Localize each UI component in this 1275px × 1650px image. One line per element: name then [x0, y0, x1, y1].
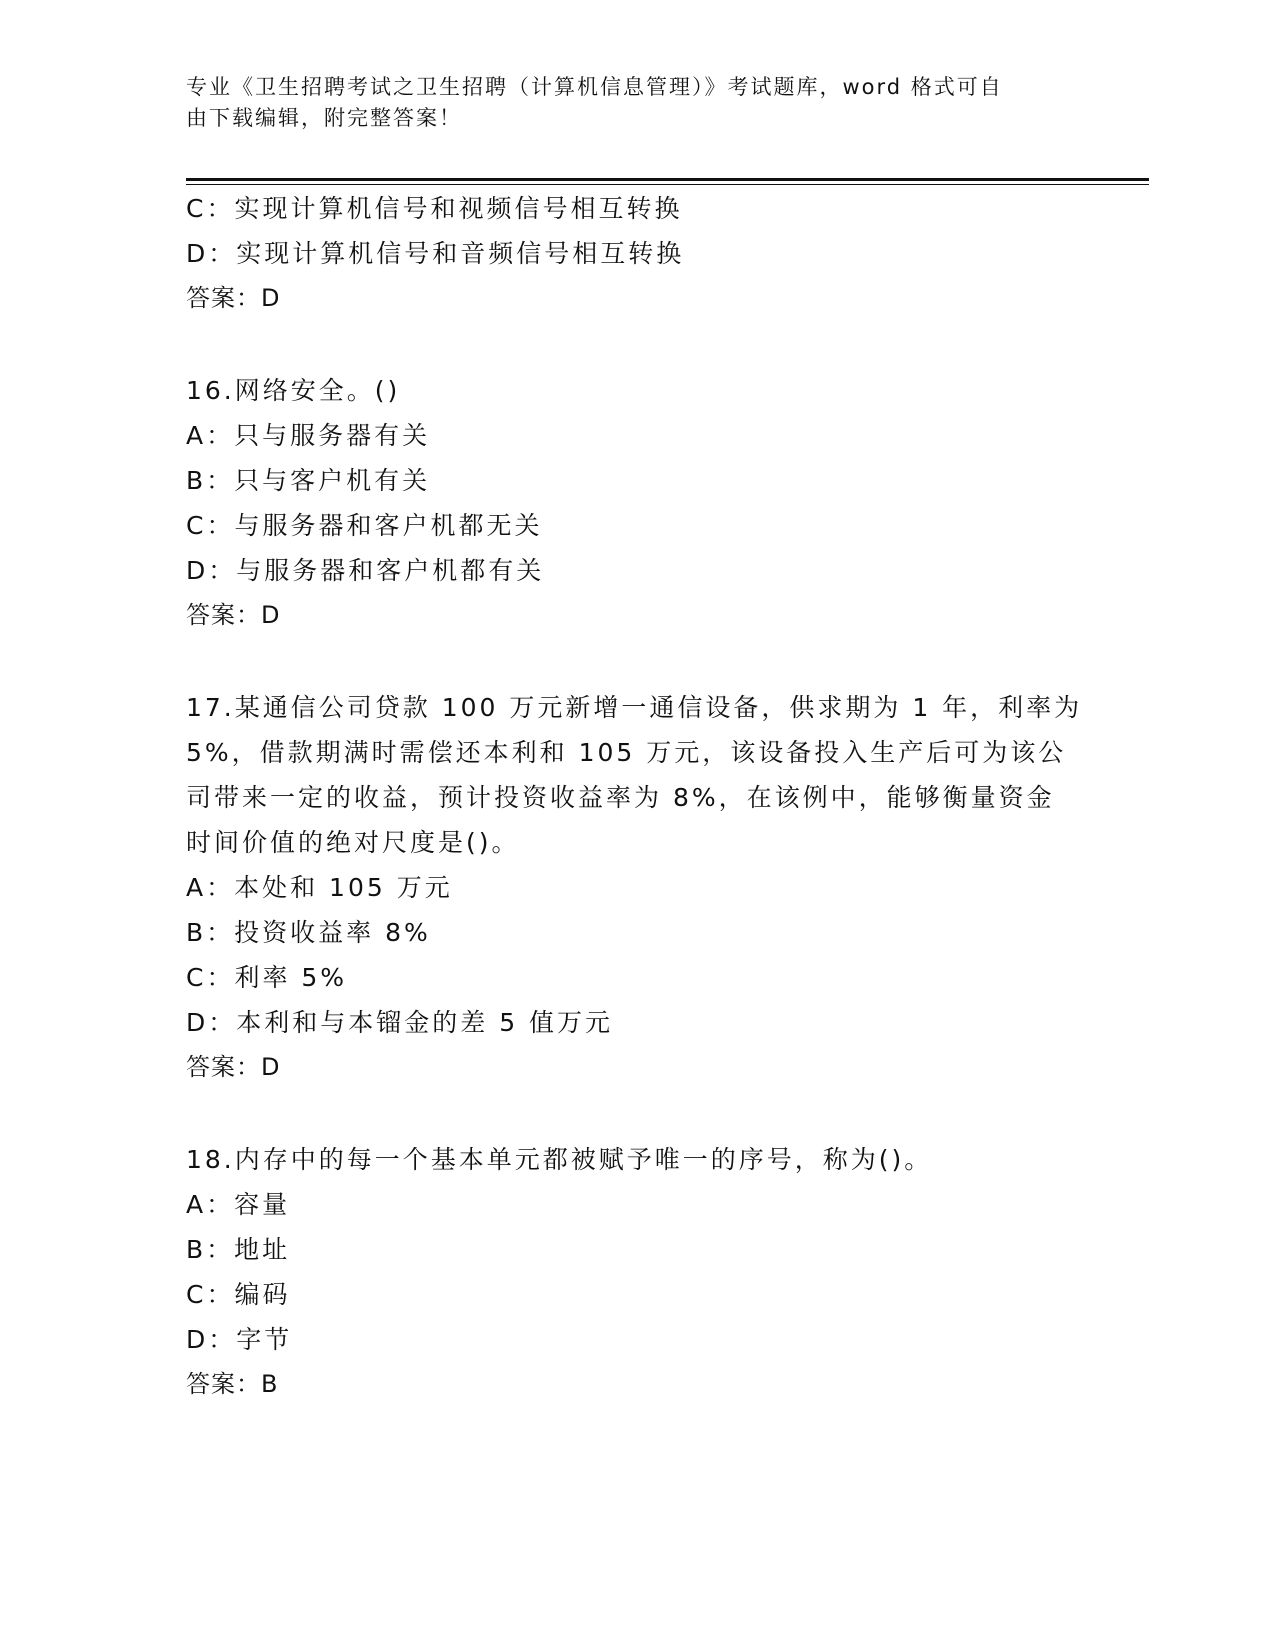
option-d: D：与服务器和客户机都有关 — [186, 556, 545, 585]
option-b: B：地址 — [186, 1235, 291, 1264]
header-line-1: 专业《卫生招聘考试之卫生招聘（计算机信息管理）》考试题库，word 格式可自 — [186, 75, 1003, 99]
question-stem: 18.内存中的每一个基本单元都被赋予唯一的序号，称为()。 — [186, 1145, 933, 1174]
question-block-18 — [186, 1137, 1086, 1407]
option-c: C：利率 5% — [186, 963, 348, 992]
option-c: C：与服务器和客户机都无关 — [186, 511, 543, 540]
question-block-16 — [186, 368, 1086, 638]
answer-line: 答案：D — [186, 284, 281, 312]
option-c: C：实现计算机信号和视频信号相互转换 — [186, 194, 683, 223]
question-block-15-continued — [186, 186, 1086, 321]
option-d: D：本利和与本镏金的差 5 值万元 — [186, 1008, 614, 1037]
question-stem-line-3: 司带来一定的收益，预计投资收益率为 8%，在该例中，能够衡量资金 — [186, 783, 1055, 812]
question-stem-line-2: 5%，借款期满时需偿还本利和 105 万元，该设备投入生产后可为该公 — [186, 738, 1067, 767]
answer-line: 答案：B — [186, 1370, 279, 1398]
header-divider-thin — [186, 184, 1149, 185]
option-d: D：实现计算机信号和音频信号相互转换 — [186, 239, 685, 268]
option-a: A：本处和 105 万元 — [186, 873, 453, 902]
document-header — [186, 72, 1066, 134]
option-a: A：容量 — [186, 1190, 291, 1219]
option-a: A：只与服务器有关 — [186, 421, 431, 450]
header-line-2: 由下载编辑，附完整答案！ — [186, 106, 462, 130]
question-stem: 16.网络安全。() — [186, 376, 401, 405]
question-stem-line-1: 17.某通信公司贷款 100 万元新增一通信设备，供求期为 1 年，利率为 — [186, 693, 1083, 722]
option-c: C：编码 — [186, 1280, 291, 1309]
answer-line: 答案：D — [186, 1053, 281, 1081]
answer-line: 答案：D — [186, 601, 281, 629]
question-stem-line-4: 时间价值的绝对尺度是()。 — [186, 828, 520, 857]
option-b: B：只与客户机有关 — [186, 466, 431, 495]
option-d: D：字节 — [186, 1325, 293, 1354]
question-block-17 — [186, 685, 1086, 1090]
question-list — [186, 186, 1086, 1407]
header-divider-thick — [186, 178, 1149, 181]
option-b: B：投资收益率 8% — [186, 918, 431, 947]
